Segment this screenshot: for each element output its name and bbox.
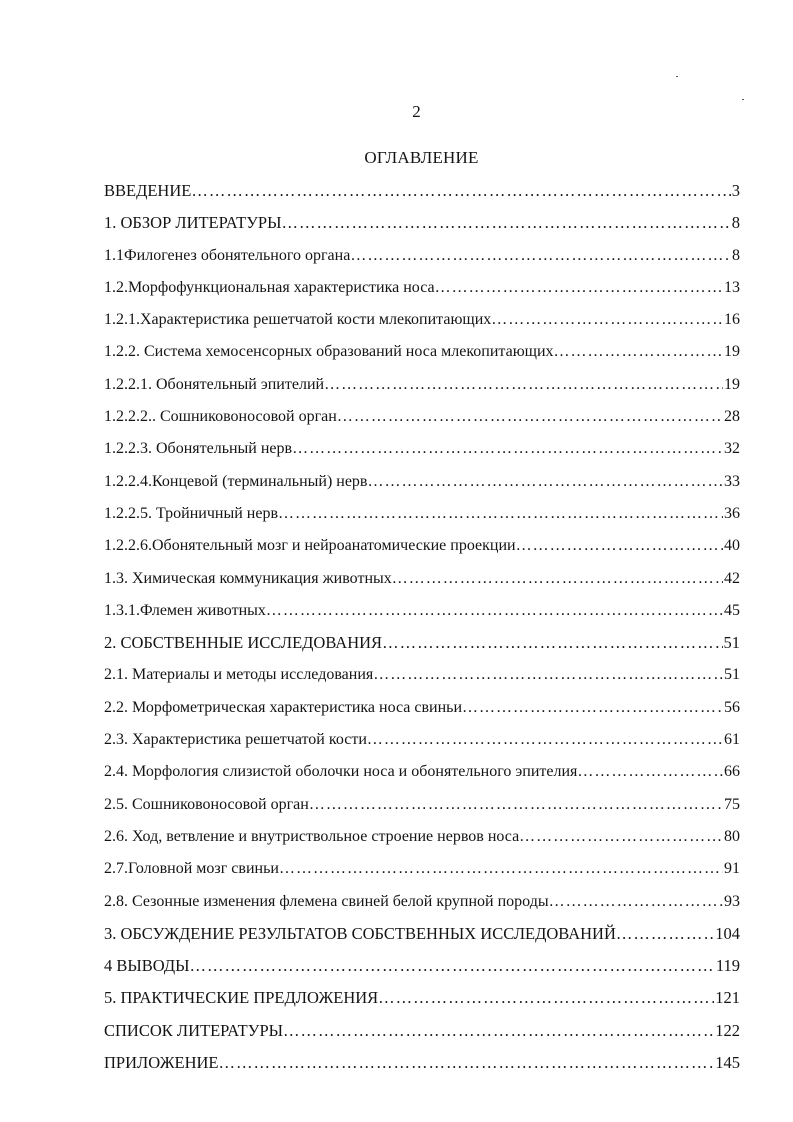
toc-entry-page: 19 (724, 375, 740, 393)
toc-entry (104, 369, 740, 401)
toc-entry (104, 950, 740, 982)
toc-entry-page: 36 (724, 504, 740, 522)
toc-entry-label: 2.5. Сошниковоносовой орган (104, 795, 309, 813)
toc-entry-page: 122 (715, 1020, 740, 1040)
toc-entry-label: 1.2.2.4.Концевой (терминальный) нерв (104, 472, 368, 490)
toc-title: ОГЛАВЛЕНИЕ (364, 148, 479, 167)
toc-entry (104, 336, 740, 368)
toc-leader-dots (554, 336, 723, 368)
toc-entry-page: 42 (724, 569, 740, 587)
toc-entry (104, 207, 740, 239)
toc-entry-page: 91 (724, 860, 740, 878)
toc-entry (104, 498, 740, 530)
toc-leader-dots (435, 272, 723, 304)
toc-entry-page: 28 (724, 408, 740, 426)
toc-entry-label: 1.2.2.2.. Сошниковоносовой орган (104, 408, 337, 426)
toc-leader-dots (491, 304, 723, 336)
toc-entry-page: 3 (731, 181, 740, 200)
toc-entry-page: 61 (724, 731, 740, 749)
toc-entry-label: 1.2.Морфофункциональная характеристика носа (104, 278, 435, 296)
toc-leader-dots (309, 789, 723, 821)
toc-entry-label: 1.2.1.Характеристика решетчатой кости млекопитающих (104, 311, 492, 329)
toc-entry-page: 13 (724, 278, 740, 296)
toc-entry-page: 51 (723, 633, 740, 653)
toc-entry-page: 32 (724, 440, 740, 458)
toc-leader-dots (577, 756, 723, 788)
toc-entry (104, 1047, 740, 1079)
toc-entry-page: 121 (715, 988, 740, 1008)
toc-leader-dots (191, 175, 730, 207)
toc-entry-label: 1.3.1.Флемен животных (104, 601, 266, 619)
toc-entry-page: 16 (724, 311, 740, 329)
toc-entry-page: 80 (724, 827, 740, 845)
toc-entry (104, 627, 740, 659)
toc-entry (104, 982, 740, 1014)
toc-leader-dots (218, 1047, 714, 1079)
toc-entry-page: 19 (724, 343, 740, 361)
toc-entry-label: 4 ВЫВОДЫ (104, 956, 190, 976)
toc-entry-label: 2.2. Морфометрическая характеристика носа свиньи (104, 698, 463, 716)
toc-leader-dots (190, 950, 715, 982)
toc-entry-page: 8 (732, 246, 740, 264)
toc-entry-label: 1.1Филогенез обонятельного органа (104, 246, 351, 264)
toc-entry-page: 40 (724, 537, 740, 555)
toc-entry-label: 1.2.2.1. Обонятельный эпителий (104, 375, 325, 393)
toc-entry-label: ВВЕДЕНИЕ (104, 181, 192, 200)
toc-entry (104, 724, 740, 756)
toc-leader-dots (382, 627, 722, 659)
toc-entry-label: 2.6. Ход, ветвление и внутриствольное строение нервов носа (104, 827, 520, 845)
toc-entry (104, 756, 740, 788)
toc-entry (104, 886, 740, 918)
toc-leader-dots (279, 853, 723, 885)
toc-entry-page: 75 (724, 795, 740, 813)
toc-entry-label: 1. ОБЗОР ЛИТЕРАТУРЫ (104, 213, 282, 233)
toc-entry (104, 659, 740, 691)
toc-entry (104, 1015, 740, 1047)
toc-entry-label: 2.7.Головной мозг свиньи (104, 860, 279, 878)
toc-leader-dots (350, 240, 731, 272)
toc-entry-label: 2. СОБСТВЕННЫЕ ИССЛЕДОВАНИЯ (104, 633, 383, 653)
toc-entry-page: 145 (715, 1053, 740, 1073)
toc-leader-dots (516, 530, 723, 562)
toc-entry-label: 2.8. Сезонные изменения флемена свиней белой крупной породы (104, 892, 549, 910)
toc-entry-label: 2.4. Морфология слизистой оболочки носа и обонятельного эпителия (104, 763, 578, 781)
toc-entry-label: 2.3. Характеристика решетчатой кости (104, 731, 367, 749)
toc-entry (104, 304, 740, 336)
toc-entry (104, 466, 740, 498)
toc-leader-dots (367, 724, 723, 756)
toc-entry (104, 530, 740, 562)
toc-entry (104, 563, 740, 595)
toc-leader-dots (616, 918, 714, 950)
toc-entry-page: 104 (715, 923, 740, 943)
toc-leader-dots (367, 466, 723, 498)
toc-entry-page: 8 (731, 213, 740, 233)
scan-speck (742, 99, 744, 100)
toc-entry-page: 51 (724, 666, 740, 684)
toc-entry-label: 3. ОБСУЖДЕНИЕ РЕЗУЛЬТАТОВ СОБСТВЕННЫХ ИССЛЕДОВАНИЙ (104, 923, 616, 943)
toc-entry-page: 45 (724, 601, 740, 619)
toc-entry (104, 595, 740, 627)
toc-entry-label: 1.2.2.3. Обонятельный нерв (104, 440, 293, 458)
toc-leader-dots (283, 1015, 714, 1047)
toc-leader-dots (549, 886, 723, 918)
toc-entry (104, 789, 740, 821)
toc-leader-dots (392, 563, 723, 595)
scan-speck (676, 76, 678, 77)
toc-leader-dots (278, 498, 723, 530)
toc-entry-label: 1.2.2.6.Обонятельный мозг и нейроанатомические проекции (104, 537, 516, 555)
toc-entry-page: 33 (724, 472, 740, 490)
toc-entry-label: 5. ПРАКТИЧЕСКИЕ ПРЕДЛОЖЕНИЯ (104, 988, 379, 1008)
toc-entry (104, 240, 740, 272)
toc-entry-label: 1.2.2. Система хемосенсорных образований носа млекопитающих (104, 343, 554, 361)
toc-entry-page: 66 (724, 763, 740, 781)
toc-leader-dots (462, 692, 723, 724)
toc-leader-dots (519, 821, 723, 853)
page-number: 2 (412, 102, 421, 121)
toc-entry (104, 272, 740, 304)
toc-entry-label: 1.2.2.5. Тройничный нерв (104, 504, 278, 522)
table-of-contents (104, 175, 740, 1079)
toc-entry-page: 119 (715, 956, 740, 976)
toc-entry (104, 918, 740, 950)
toc-leader-dots (373, 659, 723, 691)
toc-leader-dots (292, 433, 723, 465)
toc-entry (104, 853, 740, 885)
toc-leader-dots (266, 595, 723, 627)
toc-entry (104, 692, 740, 724)
toc-leader-dots (337, 401, 723, 433)
toc-leader-dots (282, 207, 731, 239)
toc-leader-dots (324, 369, 723, 401)
toc-entry (104, 433, 740, 465)
toc-entry-label: 1.3. Химическая коммуникация животных (104, 569, 392, 587)
toc-entry (104, 175, 740, 207)
toc-entry-label: 2.1. Материалы и методы исследования (104, 666, 374, 684)
toc-entry-page: 93 (724, 892, 740, 910)
toc-leader-dots (378, 982, 714, 1014)
toc-entry (104, 821, 740, 853)
toc-entry (104, 401, 740, 433)
toc-entry-label: СПИСОК ЛИТЕРАТУРЫ (104, 1020, 284, 1040)
toc-entry-page: 56 (724, 698, 740, 716)
toc-entry-label: ПРИЛОЖЕНИЕ (104, 1053, 219, 1073)
